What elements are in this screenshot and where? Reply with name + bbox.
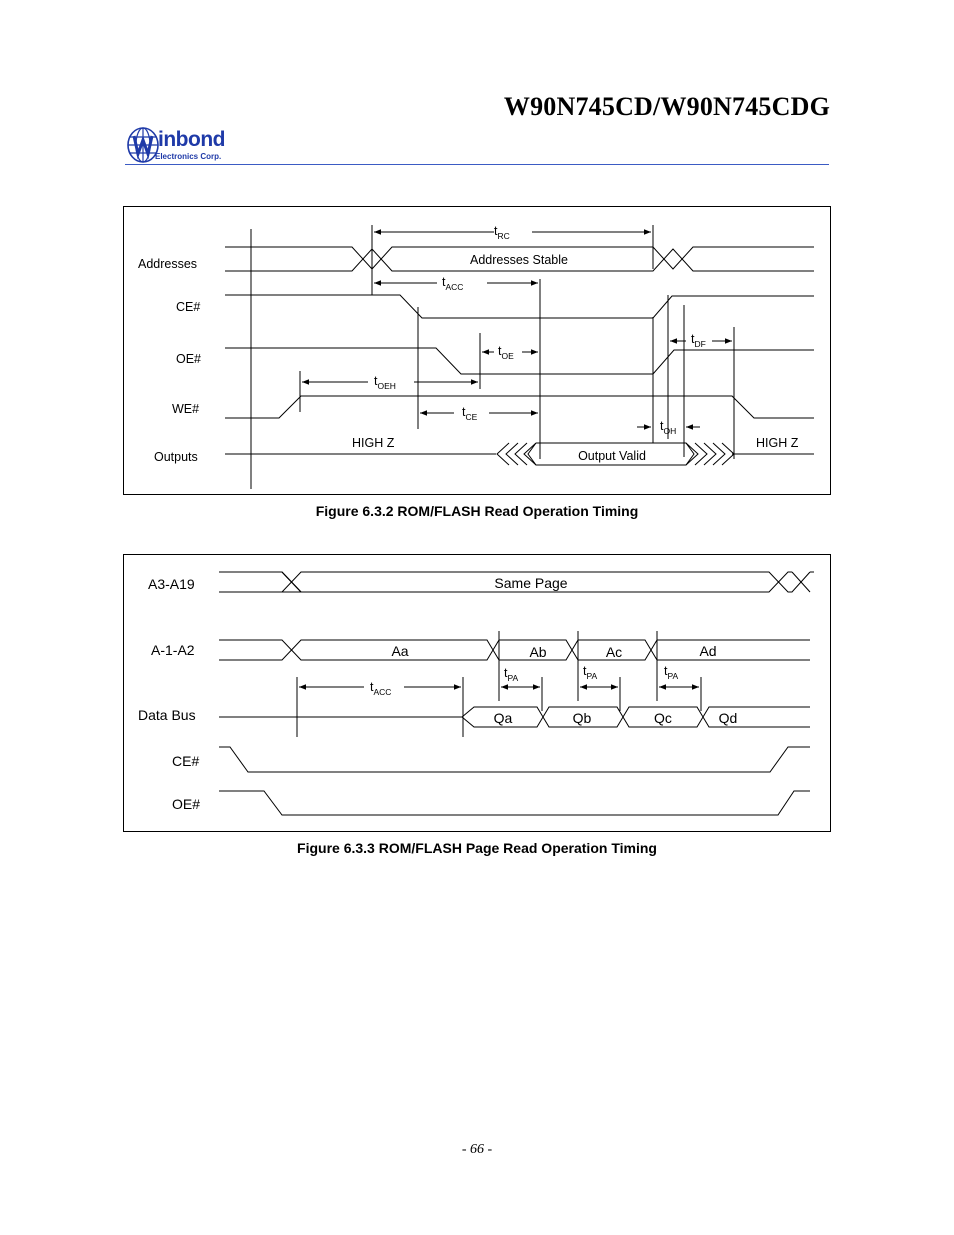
output-valid-label: Output Valid xyxy=(578,449,646,463)
signal-label-data-bus: Data Bus xyxy=(138,707,196,723)
data-label-qd: Qd xyxy=(718,710,738,726)
header-rule xyxy=(125,164,829,165)
signal-label-addresses: Addresses xyxy=(138,257,198,271)
same-page-label: Same Page xyxy=(494,575,568,591)
data-label-qa: Qa xyxy=(493,710,513,726)
page-number: - 66 - xyxy=(461,1142,493,1157)
addresses-stable-label: Addresses Stable xyxy=(470,253,568,267)
figure-caption-read-timing: Figure 6.3.2 ROM/FLASH Read Operation Timing xyxy=(315,503,639,519)
toh-label: $t_{OH}$ xyxy=(660,419,677,436)
read-timing-svg xyxy=(124,207,830,494)
winbond-logo xyxy=(126,126,256,164)
toe-label: $t_{OE}$ xyxy=(498,344,514,361)
signal-label-ce: CE# xyxy=(172,753,200,769)
toeh-label: $t_{OEH}$ xyxy=(374,374,396,391)
signal-label-a1-a2: A-1-A2 xyxy=(151,642,195,658)
tacc-label: $t_{ACC}$ xyxy=(370,680,392,697)
addr-label-aa: Aa xyxy=(391,643,409,659)
signal-label-oe: OE# xyxy=(172,796,201,812)
read-timing-diagram xyxy=(123,206,831,495)
signal-label-we: WE# xyxy=(172,402,200,416)
tacc-label: $t_{ACC}$ xyxy=(442,275,464,292)
addr-label-ad: Ad xyxy=(699,643,717,659)
logo-subtitle: Electronics Corp. xyxy=(155,152,222,161)
signal-label-ce: CE# xyxy=(176,300,201,314)
high-z-left-label: HIGH Z xyxy=(352,436,395,450)
document-title: W90N745CD/W90N745CDG xyxy=(503,92,830,121)
signal-label-outputs: Outputs xyxy=(154,450,198,464)
data-label-qc: Qc xyxy=(654,710,672,726)
signal-label-a3-a19: A3-A19 xyxy=(148,576,195,592)
signal-label-oe: OE# xyxy=(176,352,202,366)
tdf-label: $t_{DF}$ xyxy=(691,332,706,349)
trc-label: $t_{RC}$ xyxy=(494,224,510,241)
tpa-label-2: $t_{PA}$ xyxy=(583,664,598,681)
tce-label: $t_{CE}$ xyxy=(462,405,478,422)
addr-label-ab: Ab xyxy=(529,644,547,660)
addr-label-ac: Ac xyxy=(605,644,623,660)
tpa-label-1: $t_{PA}$ xyxy=(504,666,519,683)
high-z-right-label: HIGH Z xyxy=(756,436,799,450)
data-label-qb: Qb xyxy=(572,710,592,726)
figure-caption-page-read-timing: Figure 6.3.3 ROM/FLASH Page Read Operation Timing xyxy=(297,840,657,856)
logo-wordmark: inbond xyxy=(158,128,225,151)
page-read-timing-diagram xyxy=(123,554,831,832)
tpa-label-3: $t_{PA}$ xyxy=(664,664,679,681)
page-read-timing-svg xyxy=(124,555,830,831)
